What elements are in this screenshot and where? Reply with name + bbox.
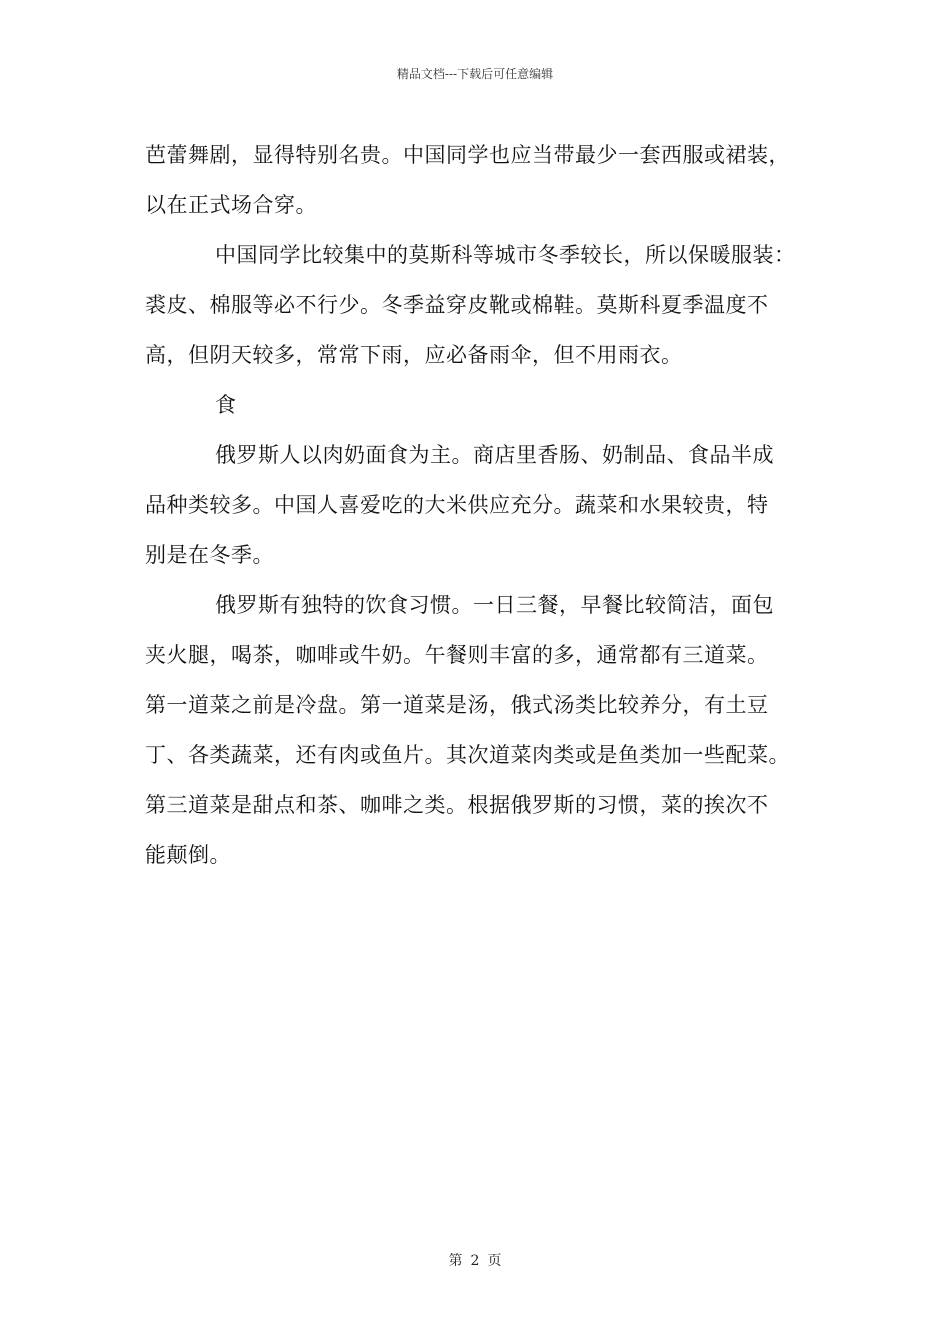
- page-header: 精品文档---下载后可任意编辑: [396, 67, 554, 81]
- section-heading-food: 食: [215, 393, 237, 417]
- text-line: 夹火腿，喝茶，咖啡或牛奶。午餐则丰富的多，通常都有三道菜。: [145, 643, 769, 667]
- text-line: 裘皮、棉服等必不行少。冬季益穿皮靴或棉鞋。莫斯科夏季温度不: [145, 293, 769, 317]
- text-line: 芭蕾舞剧，显得特别名贵。中国同学也应当带最少一套西服或裙装，: [145, 143, 790, 167]
- text-line: 别是在冬季。: [145, 543, 274, 567]
- paragraph-start-line: 俄罗斯有独特的饮食习惯。一日三餐，早餐比较简洁，面包: [215, 593, 774, 617]
- document-body: [145, 130, 810, 880]
- page-number: 2: [470, 1253, 480, 1269]
- text-line: 以在正式场合穿。: [145, 193, 317, 217]
- text-line: 品种类较多。中国人喜爱吃的大米供应充分。蔬菜和水果较贵，特: [145, 493, 769, 517]
- paragraph-start-line: 俄罗斯人以肉奶面食为主。商店里香肠、奶制品、食品半成: [215, 443, 774, 467]
- page-footer-suffix: 页: [487, 1253, 502, 1269]
- text-line: 第一道菜之前是冷盘。第一道菜是汤，俄式汤类比较养分，有土豆: [145, 693, 769, 717]
- page-footer-prefix: 第: [448, 1253, 463, 1269]
- page-footer: [0, 1252, 950, 1270]
- text-line: 第三道菜是甜点和茶、咖啡之类。根据俄罗斯的习惯，菜的挨次不: [145, 793, 769, 817]
- text-line: 丁、各类蔬菜，还有肉或鱼片。其次道菜肉类或是鱼类加一些配菜。: [145, 743, 790, 767]
- text-line: 高，但阴天较多，常常下雨，应必备雨伞，但不用雨衣。: [145, 343, 683, 367]
- text-line: 能颠倒。: [145, 843, 231, 867]
- paragraph-start-line: 中国同学比较集中的莫斯科等城市冬季较长，所以保暖服装：: [215, 243, 796, 267]
